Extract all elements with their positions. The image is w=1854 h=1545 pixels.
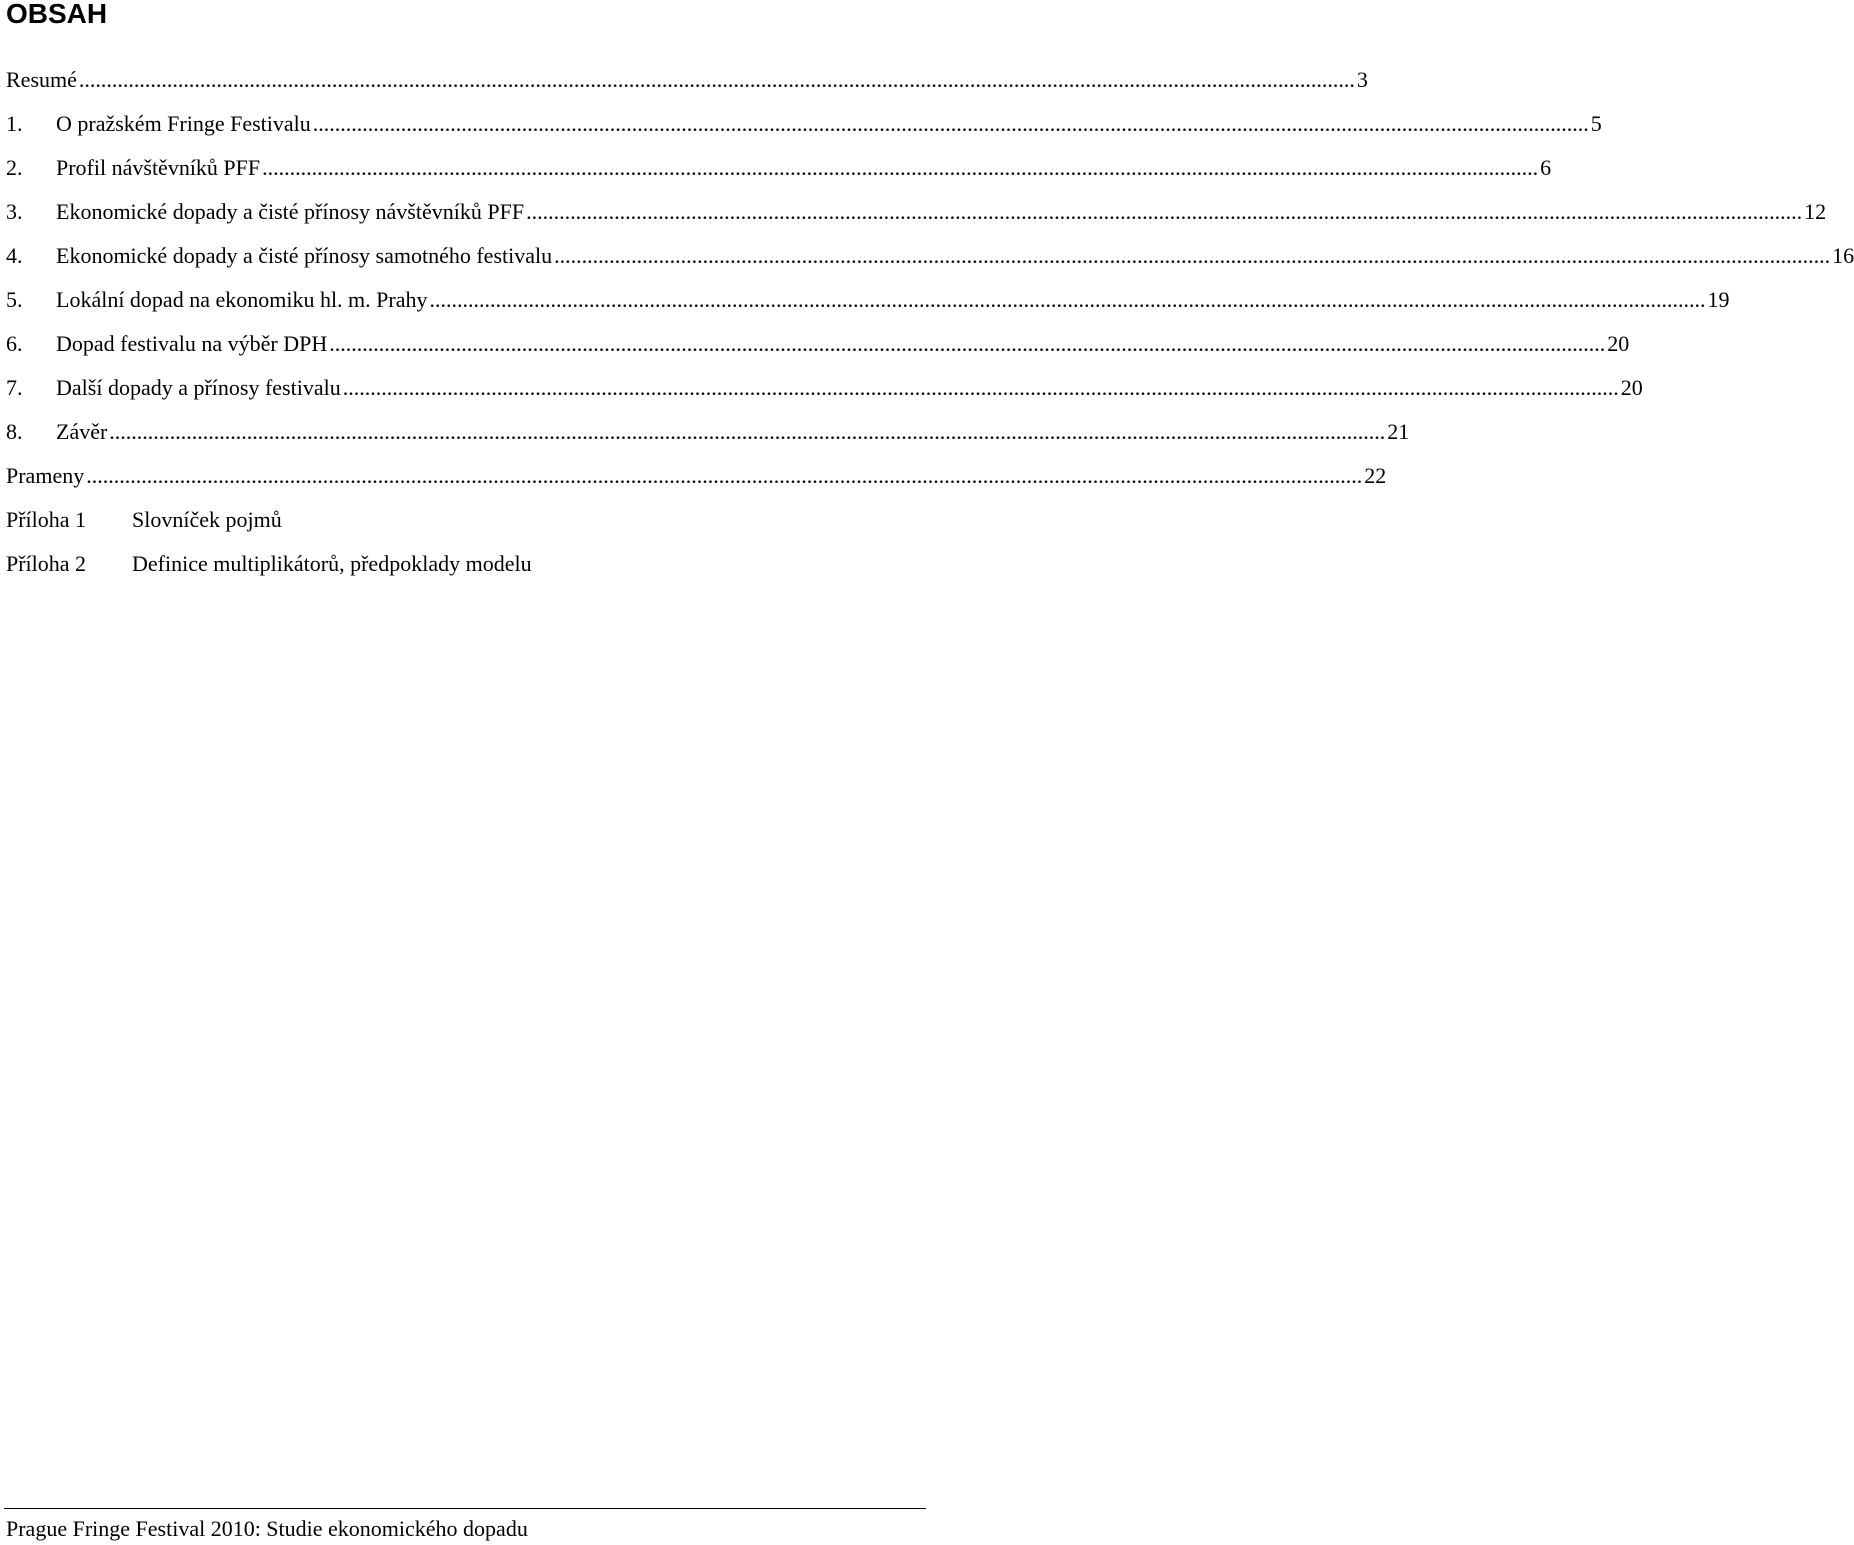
toc-entry-title: O pražském Fringe Festivalu	[56, 111, 311, 136]
toc-dot-leader	[554, 234, 1830, 278]
toc-entry-number: 3.	[6, 199, 23, 224]
toc-entry-title: Prameny	[6, 463, 85, 488]
table-of-contents	[6, 58, 1854, 586]
toc-entry-page: 12	[1804, 199, 1827, 224]
toc-entry[interactable]	[6, 234, 1854, 278]
toc-entry-number: 4.	[6, 243, 23, 268]
toc-entry-page: 22	[1364, 463, 1387, 488]
toc-entry-title: Ekonomické dopady a čisté přínosy samotného festivalu	[56, 243, 553, 268]
toc-entry-title: Dopad festivalu na výběr DPH	[56, 331, 328, 356]
toc-entry[interactable]	[6, 366, 1643, 410]
appendix-title: Definice multiplikátorů, předpoklady modelu	[132, 551, 532, 576]
toc-entry[interactable]	[6, 102, 1602, 146]
toc-entry-title: Profil návštěvníků PFF	[56, 155, 261, 180]
appendix-label: Příloha 1	[6, 507, 87, 532]
appendix-label: Příloha 2	[6, 551, 87, 576]
toc-dot-leader	[329, 322, 1605, 366]
toc-entry-page: 20	[1620, 375, 1643, 400]
toc-entry-number: 1.	[6, 111, 23, 136]
toc-entry-page: 16	[1832, 243, 1854, 268]
toc-entry-page: 5	[1590, 111, 1602, 136]
toc-entry-number: 2.	[6, 155, 23, 180]
toc-entry-title: Resumé	[6, 67, 77, 92]
toc-entry[interactable]	[6, 322, 1630, 366]
appendix-entry[interactable]	[6, 498, 962, 542]
toc-dot-leader	[86, 454, 1362, 498]
toc-entry[interactable]	[6, 58, 1368, 102]
toc-entry-title: Lokální dopad na ekonomiku hl. m. Prahy	[56, 287, 428, 312]
toc-entry-title: Ekonomické dopady a čisté přínosy návštěvníků PFF	[56, 199, 525, 224]
page-title: OBSAH	[6, 0, 108, 29]
toc-dot-leader	[79, 58, 1355, 102]
appendix-title: Slovníček pojmů	[132, 507, 282, 532]
toc-entry-number: 8.	[6, 419, 23, 444]
toc-dot-leader	[526, 190, 1802, 234]
toc-entry-title: Závěr	[56, 419, 108, 444]
appendix-entry[interactable]	[6, 542, 962, 586]
toc-entry[interactable]	[6, 454, 1387, 498]
toc-entry-page: 3	[1356, 67, 1368, 92]
toc-entry-number: 6.	[6, 331, 23, 356]
toc-dot-leader	[343, 366, 1619, 410]
toc-entry-number: 5.	[6, 287, 23, 312]
toc-entry-number: 7.	[6, 375, 23, 400]
toc-entry-page: 20	[1607, 331, 1630, 356]
toc-entry-title: Další dopady a přínosy festivalu	[56, 375, 341, 400]
footer-divider	[4, 1508, 926, 1509]
toc-dot-leader	[109, 410, 1385, 454]
page-footer: Prague Fringe Festival 2010: Studie ekonomického dopadu	[6, 1516, 528, 1541]
toc-entry[interactable]	[6, 278, 1730, 322]
toc-dot-leader	[430, 278, 1706, 322]
toc-dot-leader	[313, 102, 1589, 146]
toc-entry[interactable]	[6, 146, 1552, 190]
toc-dot-leader	[262, 146, 1538, 190]
toc-entry[interactable]	[6, 190, 1827, 234]
toc-entry-page: 21	[1387, 419, 1410, 444]
toc-entry[interactable]	[6, 410, 1410, 454]
toc-entry-page: 6	[1540, 155, 1552, 180]
toc-entry-page: 19	[1707, 287, 1730, 312]
